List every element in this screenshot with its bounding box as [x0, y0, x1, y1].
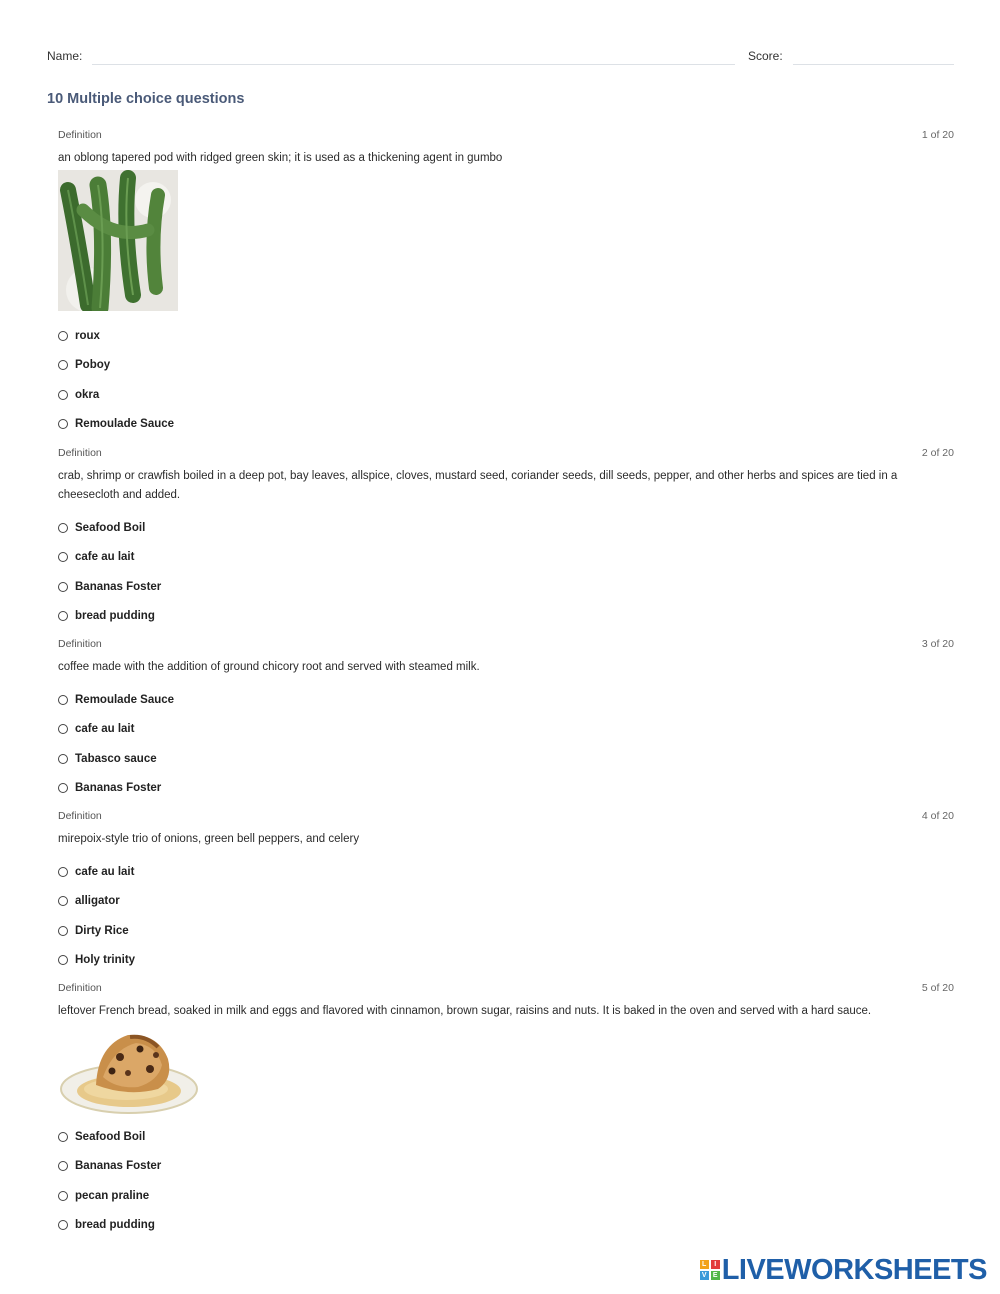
question-text: crab, shrimp or crawfish boiled in a deep pot, bay leaves, allspice, cloves, mustard seed, coriander seeds, dill seeds, pepper, and other herbs and spices are tied in a cheesecloth and added.	[58, 470, 898, 501]
radio-button[interactable]	[58, 552, 68, 562]
radio-button[interactable]	[58, 390, 68, 400]
name-label: Name:	[47, 49, 83, 63]
question-type: Definition	[58, 982, 102, 994]
question-counter: 1 of 20	[921, 129, 954, 141]
section-title: 10 Multiple choice questions	[47, 91, 245, 107]
question-counter: 3 of 20	[921, 638, 954, 650]
answer-option[interactable]: Remoulade Sauce	[58, 693, 954, 722]
radio-button[interactable]	[58, 896, 68, 906]
answer-options	[58, 1130, 954, 1247]
radio-button[interactable]	[58, 1132, 68, 1142]
answer-option[interactable]: Seafood Boil	[58, 521, 954, 550]
answer-option[interactable]: Tabasco sauce	[58, 752, 954, 781]
answer-option[interactable]: Bananas Foster	[58, 580, 954, 609]
answer-options	[58, 865, 954, 982]
answer-options	[58, 521, 954, 638]
radio-button[interactable]	[58, 1191, 68, 1201]
question-2	[58, 447, 954, 638]
worksheet-header	[47, 49, 954, 67]
answer-option[interactable]: bread pudding	[58, 609, 954, 638]
radio-button[interactable]	[58, 523, 68, 533]
question-counter: 4 of 20	[921, 810, 954, 822]
answer-option[interactable]: cafe au lait	[58, 550, 954, 579]
answer-options	[58, 693, 954, 810]
name-field[interactable]	[92, 64, 735, 65]
logo-text: LIVEWORKSHEETS	[721, 1253, 987, 1286]
answer-option[interactable]: alligator	[58, 894, 954, 923]
question-text: an oblong tapered pod with ridged green skin; it is used as a thickening agent in gumbo	[58, 152, 503, 164]
answer-option[interactable]: Bananas Foster	[58, 1159, 954, 1188]
radio-button[interactable]	[58, 1220, 68, 1230]
answer-option[interactable]: Dirty Rice	[58, 924, 954, 953]
liveworksheets-logo	[700, 1253, 987, 1286]
radio-button[interactable]	[58, 783, 68, 793]
radio-button[interactable]	[58, 331, 68, 341]
answer-option[interactable]: Poboy	[58, 358, 954, 387]
answer-option[interactable]: Holy trinity	[58, 953, 954, 982]
answer-option[interactable]: bread pudding	[58, 1218, 954, 1247]
question-3	[58, 638, 954, 810]
question-type: Definition	[58, 638, 102, 650]
question-type: Definition	[58, 129, 102, 141]
answer-option[interactable]: roux	[58, 329, 954, 358]
question-4	[58, 810, 954, 982]
question-text: coffee made with the addition of ground chicory root and served with steamed milk.	[58, 661, 480, 673]
radio-button[interactable]	[58, 695, 68, 705]
question-type: Definition	[58, 810, 102, 822]
radio-button[interactable]	[58, 724, 68, 734]
answer-options	[58, 329, 954, 446]
score-field[interactable]	[793, 64, 954, 65]
radio-button[interactable]	[58, 867, 68, 877]
answer-option[interactable]: okra	[58, 388, 954, 417]
question-type: Definition	[58, 447, 102, 459]
question-counter: 5 of 20	[921, 982, 954, 994]
answer-option[interactable]: pecan praline	[58, 1189, 954, 1218]
answer-option[interactable]: cafe au lait	[58, 865, 954, 894]
radio-button[interactable]	[58, 754, 68, 764]
radio-button[interactable]	[58, 611, 68, 621]
okra-image	[58, 170, 178, 311]
question-counter: 2 of 20	[921, 447, 954, 459]
question-1	[58, 129, 954, 446]
answer-option[interactable]: Seafood Boil	[58, 1130, 954, 1159]
question-text: mirepoix-style trio of onions, green bell peppers, and celery	[58, 833, 360, 845]
radio-button[interactable]	[58, 360, 68, 370]
bread-pudding-image	[58, 1027, 199, 1116]
radio-button[interactable]	[58, 955, 68, 965]
radio-button[interactable]	[58, 1161, 68, 1171]
radio-button[interactable]	[58, 926, 68, 936]
logo-icon: L I V E	[700, 1260, 720, 1280]
radio-button[interactable]	[58, 419, 68, 429]
radio-button[interactable]	[58, 582, 68, 592]
question-text: leftover French bread, soaked in milk and eggs and flavored with cinnamon, brown sugar, raisins and nuts. It is baked in the oven and served with a hard sauce.	[58, 1005, 872, 1017]
score-label: Score:	[748, 49, 783, 63]
answer-option[interactable]: Bananas Foster	[58, 781, 954, 810]
answer-option[interactable]: cafe au lait	[58, 722, 954, 751]
answer-option[interactable]: Remoulade Sauce	[58, 417, 954, 446]
question-5	[58, 982, 954, 1247]
